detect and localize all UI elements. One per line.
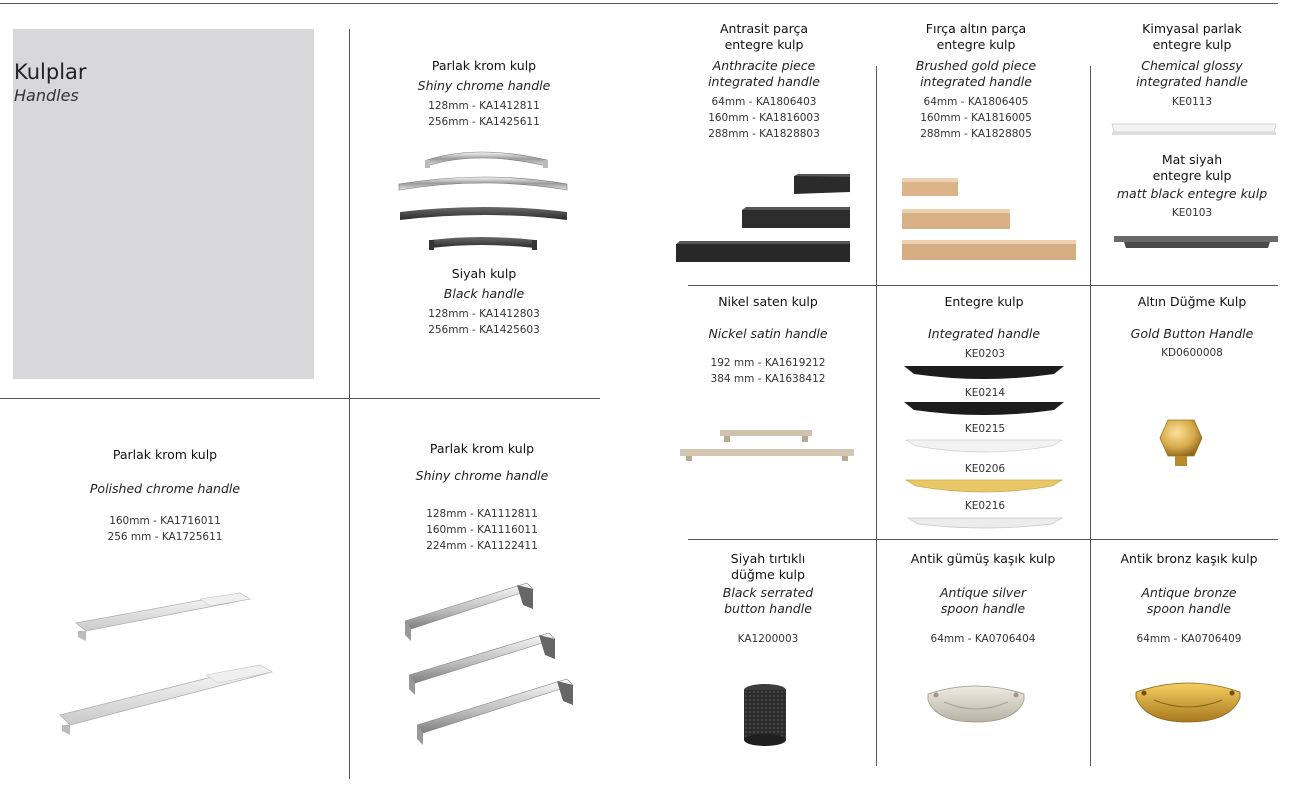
right-row2-rule	[688, 539, 1278, 540]
cell-gold-button	[1092, 294, 1292, 361]
cell-title: entegre kulp	[724, 37, 804, 52]
product-code: KE0113	[1171, 96, 1213, 108]
section-title: Kulplar	[14, 60, 87, 84]
product-code: 64mm - KA0706409	[1136, 633, 1242, 645]
product-code: KE0103	[1171, 207, 1213, 219]
cell-subtitle: Antique silver	[939, 585, 1027, 600]
cell-subtitle: Integrated handle	[927, 326, 1041, 341]
cell-antique-bronze	[1092, 551, 1286, 647]
col4-rule	[1090, 66, 1091, 766]
cell-title: Kimyasal parlak	[1142, 21, 1242, 36]
cell-title: Antik bronz kaşık kulp	[1120, 551, 1258, 566]
cell-subtitle: Black handle	[443, 286, 525, 301]
box-chrome-handles-image	[395, 575, 595, 750]
gold-button-knob-image	[1156, 416, 1206, 470]
antique-silver-cup-image	[924, 680, 1028, 726]
cell-shiny-chrome-2	[382, 441, 582, 554]
cell-title: entegre kulp	[1152, 168, 1232, 183]
cell-brushed-gold	[876, 21, 1076, 142]
cell-nickel-satin	[668, 294, 868, 387]
cell-black-serrated	[668, 551, 868, 647]
product-code: 160mm - KA1816003	[708, 112, 820, 124]
cell-title: Fırça altın parça	[925, 21, 1027, 36]
product-code: 160mm - KA1716011	[109, 515, 221, 527]
cell-subtitle: Antique bronze	[1141, 585, 1237, 600]
product-code: 128mm - KA1112811	[426, 508, 538, 520]
cell-anthracite	[664, 21, 864, 142]
cell-title: düğme kulp	[731, 567, 805, 582]
cell-title: Parlak krom kulp	[112, 447, 218, 462]
flat-chrome-handles-image	[50, 575, 290, 755]
cell-title: entegre kulp	[936, 37, 1016, 52]
product-code: 224mm - KA1122411	[426, 540, 538, 552]
cell-title: Nikel saten kulp	[718, 294, 818, 309]
cell-integrated	[884, 294, 1084, 342]
cell-title: Antrasit parça	[719, 21, 809, 36]
cell-title: Parlak krom kulp	[429, 441, 535, 456]
product-code: KE0214	[964, 387, 1006, 399]
cell-antique-silver	[876, 551, 1090, 647]
cell-subtitle: Nickel satin handle	[708, 326, 828, 341]
bow-handles-image	[395, 140, 575, 260]
cell-subtitle: integrated handle	[708, 74, 820, 89]
product-code: KD0600008	[1161, 347, 1223, 359]
cell-polished-chrome	[60, 447, 270, 545]
cell-subtitle: Polished chrome handle	[89, 481, 241, 496]
cell-subtitle: button handle	[724, 601, 812, 616]
product-code: 160mm - KA1116011	[426, 524, 538, 536]
cell-title: Entegre kulp	[944, 294, 1024, 309]
product-code: 256 mm - KA1725611	[107, 531, 223, 543]
nickel-satin-handles-image	[676, 425, 860, 465]
product-code: 64mm - KA1806403	[711, 96, 817, 108]
chemical-glossy-profile-image	[1108, 120, 1280, 140]
left-mid-rule	[0, 398, 600, 399]
cell-subtitle: Shiny chrome handle	[415, 468, 549, 483]
antique-bronze-cup-image	[1132, 676, 1244, 726]
product-code: 64mm - KA0706404	[930, 633, 1036, 645]
anthracite-profiles-image	[674, 172, 854, 264]
cell-subtitle: integrated handle	[920, 74, 1032, 89]
cell-title: Mat siyah	[1161, 152, 1223, 167]
section-subtitle: Handles	[14, 86, 79, 105]
cell-shiny-chrome-1	[384, 58, 584, 130]
cell-title: Altın Düğme Kulp	[1137, 294, 1247, 309]
product-code: 64mm - KA1806405	[923, 96, 1029, 108]
product-code: KE0203	[964, 348, 1006, 360]
product-code: KE0216	[964, 500, 1006, 512]
cell-subtitle: Shiny chrome handle	[417, 78, 551, 93]
cell-title: Antik gümüş kaşık kulp	[910, 551, 1056, 566]
product-code: 288mm - KA1828803	[708, 128, 820, 140]
cell-title: Siyah kulp	[451, 266, 517, 281]
matt-black-profile-image	[1110, 232, 1282, 252]
cell-black-handle	[384, 266, 584, 338]
cell-subtitle: Gold Button Handle	[1130, 326, 1254, 341]
cell-matt-black	[1092, 152, 1292, 221]
cell-title: entegre kulp	[1152, 37, 1232, 52]
product-code: 288mm - KA1828805	[920, 128, 1032, 140]
product-code: KE0206	[964, 463, 1006, 475]
col1-rule	[349, 29, 350, 779]
cell-subtitle: matt black entegre kulp	[1116, 186, 1268, 201]
brushed-gold-profiles-image	[898, 174, 1080, 264]
cell-subtitle: Anthracite piece	[712, 58, 816, 73]
right-row1-rule	[688, 285, 1278, 286]
top-rule	[0, 3, 1278, 4]
cell-title: Siyah tırtıklı	[730, 551, 806, 566]
product-code: KA1200003	[737, 633, 799, 645]
cell-subtitle: spoon handle	[1146, 601, 1232, 616]
cell-subtitle: Chemical glossy	[1141, 58, 1243, 73]
cell-subtitle: integrated handle	[1136, 74, 1248, 89]
cell-subtitle: spoon handle	[940, 601, 1026, 616]
cell-subtitle: Black serrated	[722, 585, 814, 600]
product-code: 128mm - KA1412811	[428, 100, 540, 112]
product-code: 192 mm - KA1619212	[710, 357, 826, 369]
integrated-profiles-image	[900, 362, 1070, 530]
col3-rule	[876, 66, 877, 766]
product-code: 256mm - KA1425603	[428, 324, 540, 336]
product-code: 160mm - KA1816005	[920, 112, 1032, 124]
product-code: 256mm - KA1425611	[428, 116, 540, 128]
black-serrated-knob-image	[740, 682, 790, 748]
product-code: KE0215	[964, 423, 1006, 435]
product-code: 128mm - KA1412803	[428, 308, 540, 320]
product-code: 384 mm - KA1638412	[710, 373, 826, 385]
cell-title: Parlak krom kulp	[431, 58, 537, 73]
cell-subtitle: Brushed gold piece	[915, 58, 1037, 73]
cell-chemical-glossy	[1092, 21, 1292, 110]
